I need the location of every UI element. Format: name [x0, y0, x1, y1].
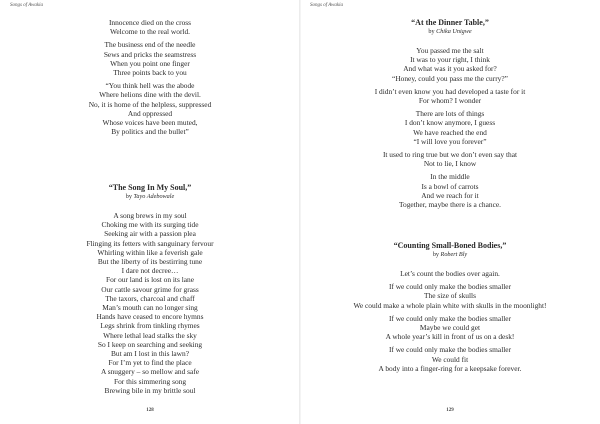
poem-body	[300, 269, 600, 373]
poem-author: Tayo Adebowale	[133, 193, 175, 200]
poem-line: Choking me with its surging tide	[101, 220, 199, 230]
poem-line: The taxors, charcoal and chaff	[105, 293, 195, 303]
poem-body	[0, 211, 300, 395]
poem-counting-small-boned-bodies	[300, 241, 600, 373]
poem-line: In the middle	[430, 172, 470, 182]
poem-author: Chika Unigwe	[436, 28, 472, 35]
poem-title: “Counting Small-Boned Bodies,”	[393, 241, 507, 250]
poem-line: Let’s count the bodies over again.	[400, 269, 500, 278]
poem-byline: by Tayo Adebowale	[125, 193, 175, 200]
poem-line: “I will love you forever”	[413, 136, 487, 146]
poem-line: For I’m yet to find the place	[108, 358, 192, 368]
poem-line: Legs shrink from tinkling rhymes	[100, 321, 200, 331]
poem-line: We could make a whole plain white with skulls in the moonlight!	[353, 300, 547, 310]
poem-line: By politics and the bullet”	[111, 127, 189, 137]
poem-line: Sews and pricks the seamstress	[103, 49, 197, 59]
poem-line: But the liberty of its bestirring tune	[97, 257, 203, 267]
poem-ending	[0, 18, 300, 136]
poem-body	[300, 46, 600, 209]
poem-line: Maybe we could get	[419, 323, 481, 333]
poem-line: Brewing bile in my brittle soul	[104, 385, 196, 395]
poem-line: Hands have ceased to encore hymns	[96, 312, 204, 322]
poem-line: A whole year’s kill in front of us on a desk!	[385, 332, 515, 342]
poem-line: A snuggery – so mellow and safe	[100, 367, 200, 377]
poem-line: Man’s mouth can no longer sing	[102, 303, 198, 313]
poem-line: When you point one finger	[110, 58, 190, 68]
poem-line: A song brews in my soul	[113, 211, 187, 220]
poem-line: Whose voices have been muted,	[102, 118, 198, 128]
poem-line: It was to your right, I think	[410, 55, 490, 65]
poem-line: And we reach for it	[421, 190, 479, 200]
poem-line: Our cattle savour grime for grass	[101, 284, 199, 294]
poem-line: So I keep on searching and seeking	[97, 339, 203, 349]
poem-byline: by Chika Unigwe	[428, 28, 472, 35]
poem-line: And what was it you asked for?	[403, 64, 497, 74]
poem-line: Where helions dine with the devil.	[99, 90, 201, 100]
poem-line: Seeking air with a passion plea	[104, 229, 196, 239]
poem-line: A body into a finger-ring for a keepsake forever.	[378, 363, 522, 373]
poem-line: I dare not decree…	[121, 266, 179, 276]
poem-line: The business end of the needle	[104, 40, 196, 50]
poem-line: Is a bowl of carrots	[421, 181, 479, 191]
poem-line: “You think hell was the abode	[105, 81, 195, 91]
poem-line: For our land is lost on its lane	[105, 275, 195, 285]
poem-line: For this simmering song	[113, 376, 187, 386]
poem-line: Where lethal lead stalks the sky	[103, 330, 197, 340]
poem-line: Flinging its fetters with sanguinary fervour	[86, 238, 214, 248]
running-head-left: Songs of Awakia	[10, 3, 43, 8]
poem-line: Not to lie, I know	[423, 159, 477, 169]
poem-line: For whom? I wonder	[418, 96, 482, 106]
poem-title: “At the Dinner Table,”	[411, 18, 489, 27]
poem-line: No, it is home of the helpless, suppressed	[88, 99, 212, 109]
poem-line: Innocence died on the cross	[108, 18, 192, 27]
poem-at-the-dinner-table	[300, 18, 600, 209]
poem-title: “The Song In My Soul,”	[108, 183, 192, 192]
poem-song-in-my-soul	[0, 183, 300, 395]
poem-line: If we could only make the bodies smaller	[388, 282, 512, 292]
poem-author: Robert Bly	[440, 251, 468, 258]
poem-line: You passed me the salt	[416, 46, 484, 55]
poem-line: If we could only make the bodies smaller	[388, 313, 512, 323]
poem-line: We have reached the end	[413, 127, 487, 137]
poem-line: If we could only make the bodies smaller	[388, 345, 512, 355]
poem-line: Whirling within like a feverish gale	[97, 247, 203, 257]
poem-line: But am I lost in this lawn?	[110, 349, 189, 359]
right-page	[300, 0, 600, 424]
poem-line: I don’t know anymore, I guess	[404, 118, 496, 128]
page-number-right: 129	[446, 408, 454, 413]
page-number-left: 128	[146, 408, 154, 413]
poem-line: Three points back to you	[113, 68, 187, 78]
poem-line: The size of skulls	[424, 291, 476, 301]
poem-line: I didn’t even know you had developed a taste for it	[374, 86, 526, 96]
poem-line: Together, maybe there is a chance.	[399, 200, 501, 210]
running-head-right: Songs of Awakia	[310, 3, 343, 8]
poem-byline: by Robert Bly	[432, 251, 468, 258]
poem-line: And oppressed	[127, 108, 173, 118]
poem-line: “Honey, could you pass me the curry?”	[392, 73, 508, 83]
poem-line: Welcome to the real world.	[109, 27, 191, 37]
poem-line: There are lots of things	[415, 109, 485, 119]
poem-line: It used to ring true but we don’t even say that	[382, 150, 518, 160]
poem-line: We could fit	[431, 354, 469, 364]
